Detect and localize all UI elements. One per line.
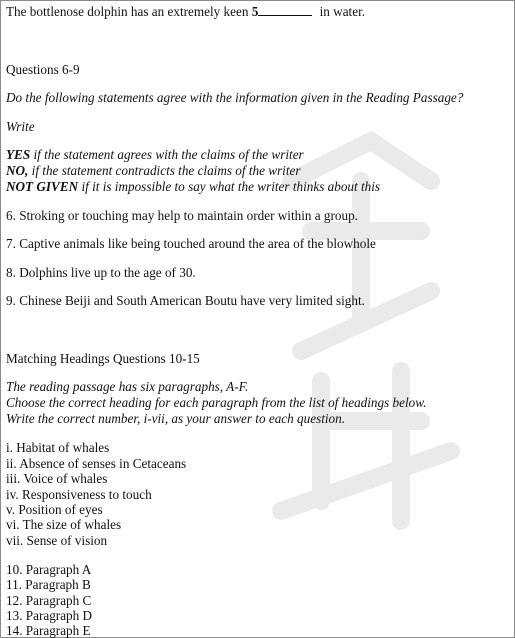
paragraph-question: 12. Paragraph C: [6, 593, 92, 608]
question-9: 9. Chinese Beiji and South American Boutu have very limited sight.: [6, 293, 365, 308]
heading-option: i. Habitat of whales: [6, 440, 110, 455]
heading-option: vii. Sense of vision: [6, 533, 108, 548]
not-given-label: NOT GIVEN: [6, 179, 79, 194]
question-7: 7. Captive animals like being touched around the area of the blowhole: [6, 236, 376, 251]
not-given-definition: [6, 179, 380, 195]
paragraph-question: 10. Paragraph A: [6, 562, 92, 577]
heading-option: vi. The size of whales: [6, 517, 122, 532]
write-label: Write: [6, 119, 35, 134]
no-definition: [6, 163, 301, 179]
instruction-text: Do the following statements agree with the information given in the Reading Passage?: [6, 90, 464, 105]
not-given-text: if it is impossible to say what the writer thinks about this: [81, 179, 381, 194]
section-heading-6-9: Questions 6-9: [6, 62, 80, 77]
heading-option: iii. Voice of whales: [6, 471, 108, 486]
paragraph-question: 14. Paragraph E: [6, 623, 91, 638]
no-text: if the statement contradicts the claims of the writer: [31, 163, 301, 178]
yes-definition: [6, 147, 304, 163]
heading-option: v. Position of eyes: [6, 502, 103, 517]
section-heading-10-15: Matching Headings Questions 10-15: [6, 351, 200, 366]
question-6: 6. Stroking or touching may help to maintain order within a group.: [6, 208, 358, 223]
yes-label: YES: [6, 147, 31, 162]
heading-option: ii. Absence of senses in Cetaceans: [6, 456, 187, 471]
paragraph-question: 13. Paragraph D: [6, 608, 93, 623]
question-5-sentence: [6, 4, 365, 20]
no-label: NO,: [6, 163, 29, 178]
heading-option: iv. Responsiveness to touch: [6, 487, 152, 502]
matching-instruction-2: Choose the correct heading for each paragraph from the list of headings below.: [6, 395, 427, 410]
question-number: 5: [251, 4, 259, 19]
sentence-text-end: in water.: [319, 4, 366, 19]
answer-blank[interactable]: [258, 4, 312, 16]
sentence-text: The bottlenose dolphin has an extremely keen: [6, 4, 249, 19]
matching-instruction-1: The reading passage has six paragraphs, A-F.: [6, 379, 249, 394]
matching-instruction-3: Write the correct number, i-vii, as your answer to each question.: [6, 411, 346, 426]
paragraph-question: 11. Paragraph B: [6, 577, 91, 592]
question-8: 8. Dolphins live up to the age of 30.: [6, 265, 196, 280]
yes-text: if the statement agrees with the claims of the writer: [33, 147, 304, 162]
